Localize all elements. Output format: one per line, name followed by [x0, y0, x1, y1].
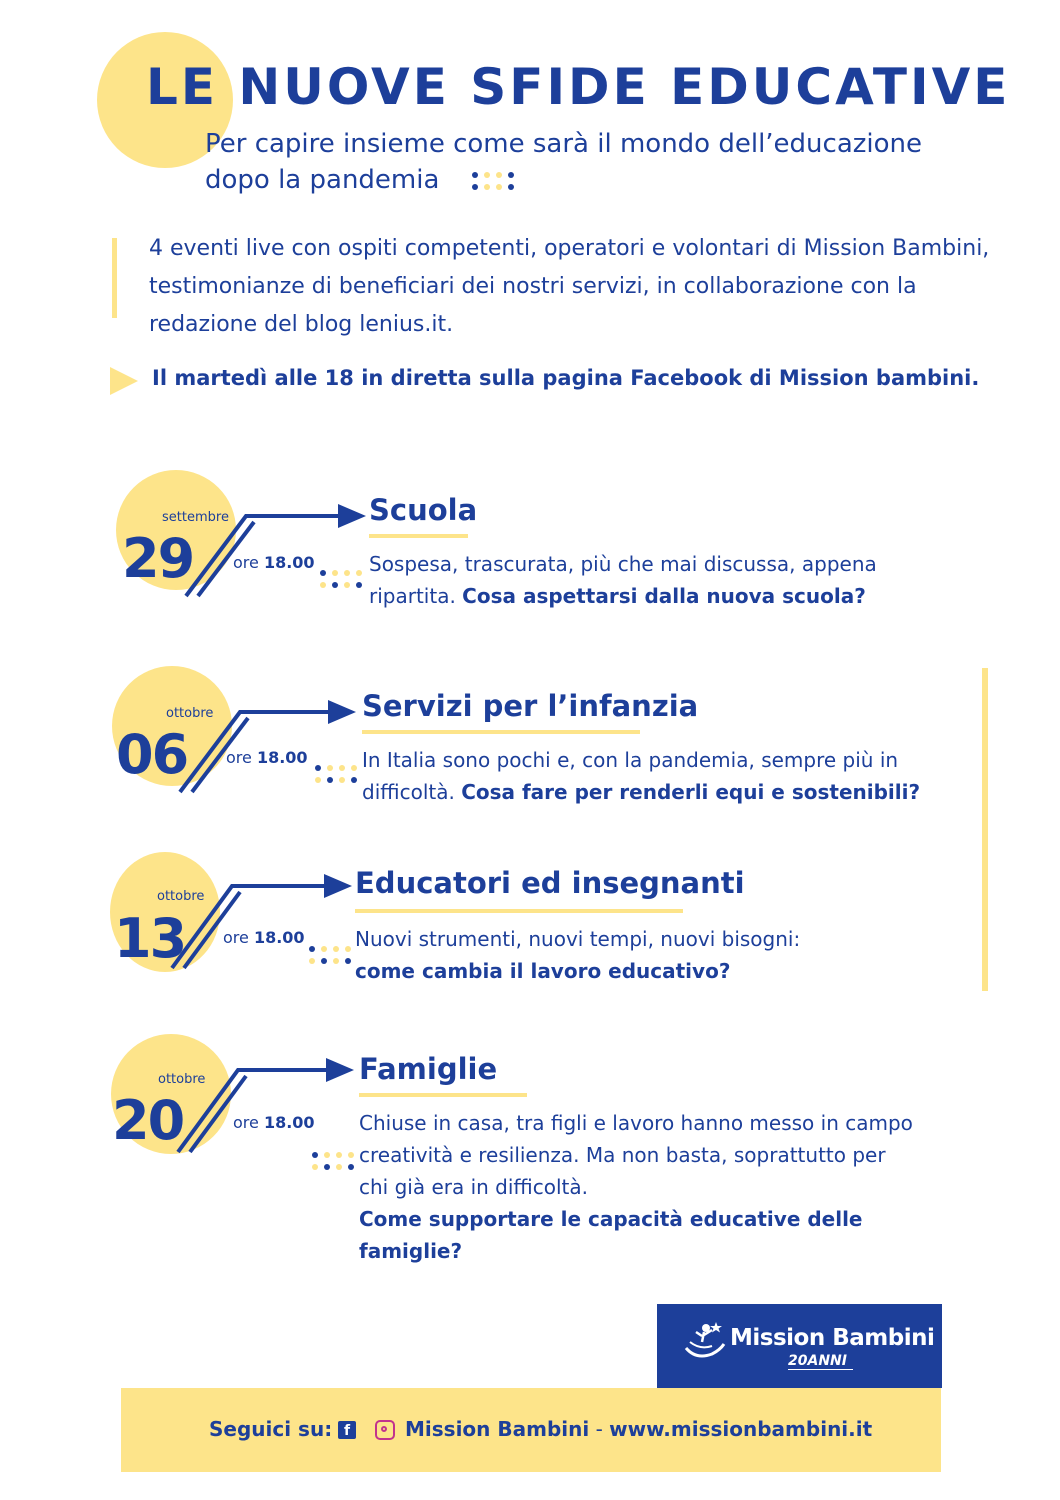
event-time	[223, 928, 305, 947]
footer-separator: -	[589, 1417, 610, 1441]
event-description	[362, 744, 932, 808]
dots-icon	[320, 570, 362, 588]
event-time-value: 18.00	[256, 748, 308, 767]
event-question: Cosa aspettarsi dalla nuova scuola?	[462, 584, 866, 608]
event-description	[369, 548, 929, 612]
event-question: Come supportare le capacità educative delle famiglie?	[359, 1207, 863, 1263]
event-description	[355, 923, 915, 987]
event-time-prefix: ore	[233, 1113, 259, 1132]
dots-icon	[309, 946, 351, 964]
logo-years: 20ANNI	[788, 1353, 853, 1370]
event-time-value: 18.00	[263, 553, 315, 572]
right-accent-bar	[982, 668, 988, 991]
event-question: come cambia il lavoro educativo?	[355, 959, 731, 983]
footer-follow-label: Seguici su:	[209, 1417, 333, 1441]
intro-line-2: testimonianze di beneficiari dei nostri servizi, in collaborazione con la	[149, 274, 917, 299]
event-month: ottobre	[157, 889, 205, 904]
event-text: Chiuse in casa, tra figli e lavoro hanno messo in campo creatività e resilienza. Ma non basta, soprattutto per chi già era in difficoltà.	[359, 1111, 913, 1199]
intro-line-1: 4 eventi live con ospiti competenti, operatori e volontari di Mission Bambini,	[149, 236, 990, 261]
event-day: 29	[122, 527, 194, 590]
footer-org-name: Mission Bambini	[405, 1417, 590, 1441]
footer-contacts	[405, 1417, 872, 1441]
intro-line-3: redazione del blog lenius.it.	[149, 312, 454, 337]
instagram-icon[interactable]	[375, 1420, 395, 1440]
arrow-right-icon	[172, 1056, 362, 1156]
event-time-value: 18.00	[263, 1113, 315, 1132]
broadcast-notice: Il martedì alle 18 in diretta sulla pagina Facebook di Mission bambini.	[152, 366, 980, 390]
title-underline	[369, 534, 468, 538]
footer-website-link[interactable]: www.missionbambini.it	[609, 1417, 873, 1441]
event-month: ottobre	[158, 1072, 206, 1087]
event-time	[226, 748, 308, 767]
play-arrow-icon	[110, 367, 138, 395]
intro-accent-bar	[112, 238, 117, 318]
event-time	[233, 553, 315, 572]
event-title: Famiglie	[359, 1052, 498, 1086]
event-title: Educatori ed insegnanti	[355, 866, 745, 900]
logo-name: Mission Bambini	[730, 1325, 935, 1351]
event-time-prefix: ore	[223, 928, 249, 947]
event-time-prefix: ore	[233, 553, 259, 572]
dots-icon	[472, 172, 514, 190]
page-title: LE NUOVE SFIDE EDUCATIVE	[146, 58, 1011, 116]
event-title: Scuola	[369, 493, 478, 527]
event-month: ottobre	[166, 706, 214, 721]
page-subtitle	[205, 126, 985, 198]
event-text: Sospesa, trascurata, più che mai discussa, appena ripartita.	[369, 552, 877, 608]
event-day: 13	[114, 907, 186, 970]
title-underline	[362, 730, 640, 734]
subtitle-line-2: dopo la pandemia	[205, 165, 440, 195]
mission-bambini-logo-icon	[682, 1318, 728, 1364]
facebook-icon[interactable]: f	[338, 1421, 356, 1439]
event-description	[359, 1107, 919, 1267]
event-text: In Italia sono pochi e, con la pandemia, sempre più in difficoltà.	[362, 748, 899, 804]
event-month: settembre	[162, 510, 229, 525]
dots-icon	[315, 765, 357, 783]
dots-icon	[312, 1152, 354, 1170]
intro-text	[149, 230, 1009, 344]
event-day: 20	[112, 1089, 184, 1152]
title-underline	[359, 1093, 527, 1097]
event-day: 06	[116, 723, 188, 786]
title-underline	[355, 909, 683, 913]
event-question: Cosa fare per renderli equi e sostenibili?	[461, 780, 921, 804]
event-time-value: 18.00	[253, 928, 305, 947]
event-title: Servizi per l’infanzia	[362, 689, 699, 723]
event-time	[233, 1113, 315, 1132]
event-time-prefix: ore	[226, 748, 252, 767]
subtitle-line-1: Per capire insieme come sarà il mondo dell’educazione	[205, 129, 923, 159]
event-text: Nuovi strumenti, nuovi tempi, nuovi bisogni:	[355, 927, 801, 951]
